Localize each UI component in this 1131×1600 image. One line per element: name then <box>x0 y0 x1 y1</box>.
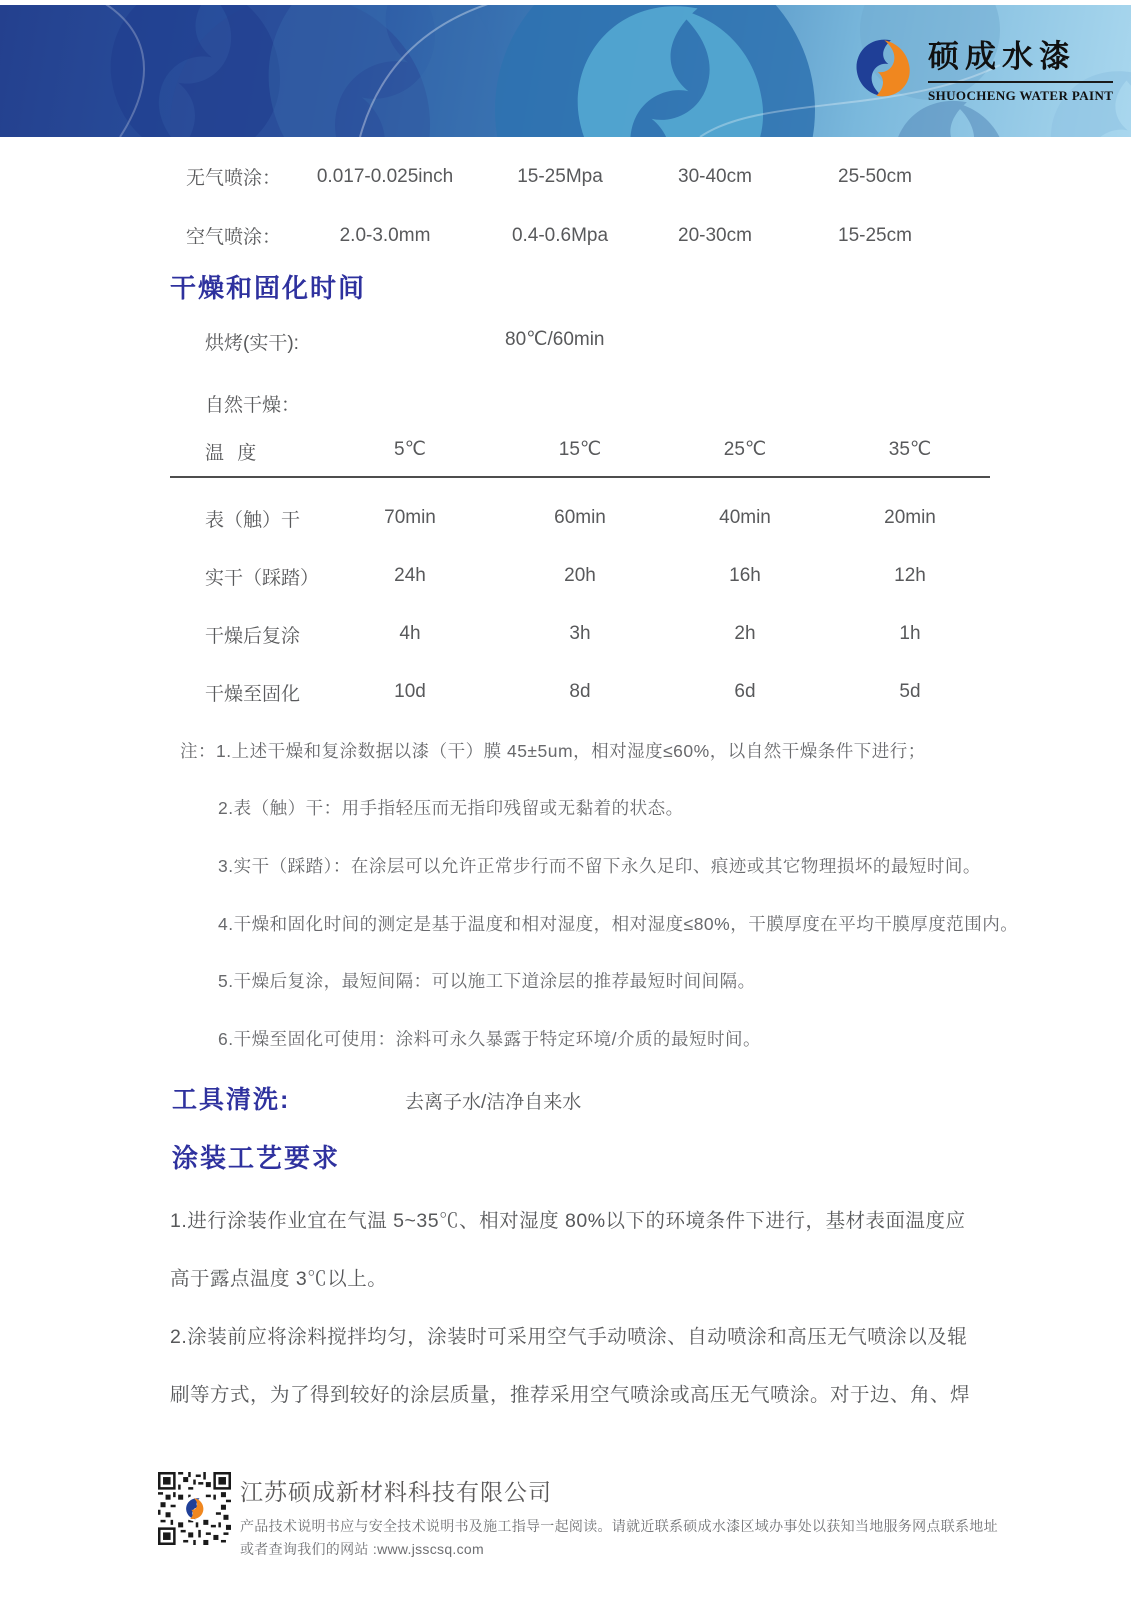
table-row <box>170 489 990 547</box>
table-cell: 3h <box>569 623 591 644</box>
bake-label: 烘烤(实干): <box>205 333 299 354</box>
footer-company-name: 江苏硕成新材料科技有限公司 <box>240 1479 552 1505</box>
table-cell: 30-40cm <box>678 165 752 187</box>
process-paragraph-line: 高于露点温度 3℃以上。 <box>170 1268 388 1290</box>
table-cell: 5d <box>899 681 921 702</box>
brand-name-cn: 硕成水漆 <box>928 31 1113 83</box>
table-cell: 20h <box>564 565 596 586</box>
footer-note-line: 产品技术说明书应与安全技术说明书及施工指导一起阅读。请就近联系硕成水漆区域办事处以获知当地服务网点联系地址 <box>240 1518 998 1534</box>
column-header: 温 度 <box>205 443 261 464</box>
row-label: 干燥至固化 <box>205 683 301 705</box>
note-line: 2.表（触）干：用手指轻压而无指印残留或无黏着的状态。 <box>218 798 684 818</box>
note-line: 5.干燥后复涂，最短间隔：可以施工下道涂层的推荐最短时间间隔。 <box>218 971 756 991</box>
table-cell: 12h <box>894 565 926 586</box>
table-cell: 2h <box>734 623 756 644</box>
process-paragraph-line: 1.进行涂装作业宜在气温 5~35℃、相对湿度 80%以下的环境条件下进行，基材表面温度应 <box>170 1210 966 1232</box>
table-cell: 60min <box>554 507 606 528</box>
qr-code-icon <box>158 1472 231 1545</box>
brand-text <box>928 31 1113 104</box>
brand-name-en: SHUOCHENG WATER PAINT <box>928 88 1114 103</box>
note-line: 6.干燥至固化可使用：涂料可永久暴露于特定环境/介质的最短时间。 <box>218 1029 761 1049</box>
bake-value: 80℃/60min <box>505 329 605 350</box>
table-cell: 20min <box>884 507 936 528</box>
table-body <box>170 478 990 721</box>
row-label: 无气喷涂： <box>186 168 282 189</box>
table-cell: 1h <box>899 623 921 644</box>
row-label: 空气喷涂： <box>186 227 282 248</box>
table-cell: 70min <box>384 507 436 528</box>
table-cell: 20-30cm <box>678 224 752 246</box>
note-line: 3.实干（踩踏）：在涂层可以允许正常步行而不留下永久足印、痕迹或其它物理损坏的最短时间。 <box>218 856 981 876</box>
row-label: 实干（踩踏） <box>205 567 320 589</box>
column-header: 15℃ <box>558 439 602 460</box>
section-title-drying: 干燥和固化时间 <box>170 273 367 303</box>
footer-note-line: 或者查询我们的网站 :www.jsscsq.com <box>240 1541 484 1557</box>
process-paragraph-line: 刷等方式，为了得到较好的涂层质量，推荐采用空气喷涂或高压无气喷涂。对于边、角、焊 <box>170 1384 971 1406</box>
table-row <box>170 206 960 265</box>
table-cell: 2.0-3.0mm <box>339 224 431 246</box>
column-header: 25℃ <box>723 439 767 460</box>
table-cell: 4h <box>399 623 421 644</box>
table-cell: 8d <box>569 681 591 702</box>
row-label: 表（触）干 <box>205 509 301 531</box>
table-row <box>170 547 990 605</box>
table-cell: 24h <box>394 565 426 586</box>
table-cell: 6d <box>734 681 756 702</box>
column-header: 35℃ <box>888 439 932 460</box>
table-row <box>170 147 960 206</box>
natural-dry-label: 自然干燥： <box>205 395 301 416</box>
spray-params-table <box>170 147 960 265</box>
note-line: 4.干燥和固化时间的测定是基于温度和相对湿度，相对湿度≤80%，干膜厚度在平均干膜厚度范围内。 <box>218 914 1019 934</box>
note-line: 注：1.上述干燥和复涂数据以漆（干）膜 45±5um，相对湿度≤60%，以自然干燥条件下进行； <box>180 741 926 761</box>
table-cell: 0.017-0.025inch <box>316 165 454 187</box>
column-header: 5℃ <box>394 439 426 460</box>
table-row <box>170 663 990 721</box>
brand-logo-icon <box>850 35 916 101</box>
section-title-process: 涂装工艺要求 <box>172 1143 341 1173</box>
table-cell: 25-50cm <box>838 165 912 187</box>
table-cell: 16h <box>729 565 761 586</box>
table-row <box>170 605 990 663</box>
section-title-tool-cleaning: 工具清洗: <box>172 1086 291 1114</box>
table-cell: 10d <box>394 681 426 702</box>
row-label: 干燥后复涂 <box>205 625 301 647</box>
table-cell: 40min <box>719 507 771 528</box>
table-cell: 15-25Mpa <box>517 165 603 187</box>
header-banner <box>0 5 1131 137</box>
drying-time-table <box>170 438 990 721</box>
table-cell: 15-25cm <box>838 224 912 246</box>
tool-cleaning-value: 去离子水/洁净自来水 <box>405 1092 582 1113</box>
table-header-row <box>170 438 990 478</box>
table-cell: 0.4-0.6Mpa <box>511 224 609 246</box>
brand-logo-block <box>850 31 1113 104</box>
process-paragraph-line: 2.涂装前应将涂料搅拌均匀，涂装时可采用空气手动喷涂、自动喷涂和高压无气喷涂以及辊 <box>170 1326 968 1348</box>
